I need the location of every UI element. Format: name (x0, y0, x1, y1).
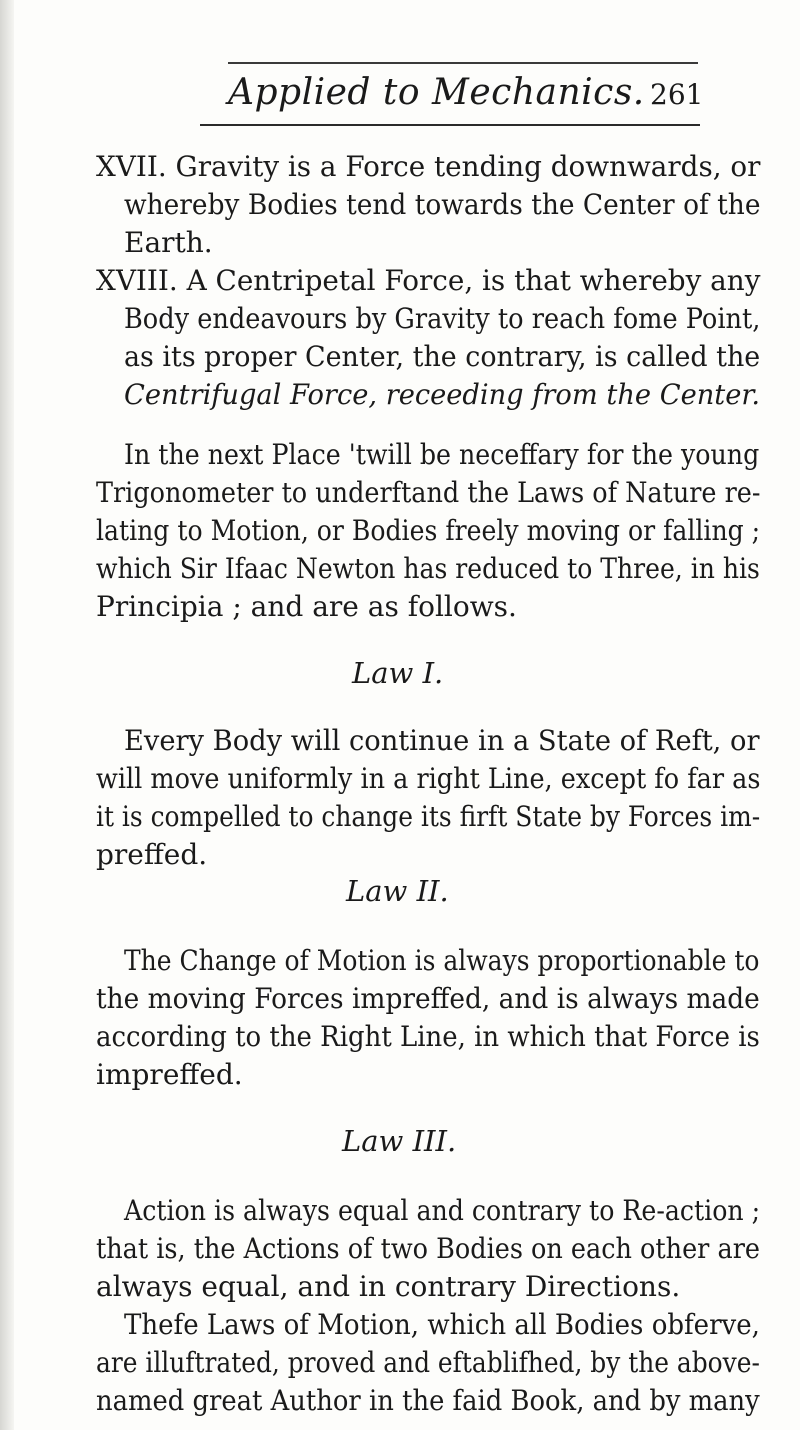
closing-line-1: Thefe Laws of Motion, which all Bodies obferve, (124, 1308, 760, 1341)
def18-line-4: Centrifugal Force, receeding from the Center. (124, 378, 761, 411)
law2-line-1: The Change of Motion is always proportionable to (124, 944, 760, 977)
def18-line-3: as its proper Center, the contrary, is called the (124, 340, 761, 373)
top-rule (228, 62, 698, 64)
closing-line-3: named great Author in the faid Book, and by many (96, 1384, 760, 1417)
def17-line-3: Earth. (124, 226, 213, 259)
law3-line-2: that is, the Actions of two Bodies on each other are (96, 1232, 760, 1265)
def18-line-2: Body endeavours by Gravity to reach fome Point, (124, 302, 761, 335)
def18-line-1: XVIII. A Centripetal Force, is that whereby any (96, 264, 761, 297)
intro-line-5: Principia ; and are as follows. (96, 590, 517, 623)
law3-heading: Law III. (342, 1124, 457, 1158)
intro-line-1: In the next Place 'twill be neceffary for the young (124, 438, 760, 471)
page-gutter-shadow (0, 0, 14, 1430)
law2-line-3: according to the Right Line, in which that Force is (96, 1020, 760, 1053)
law2-heading: Law II. (346, 874, 449, 908)
law1-line-2: will move uniformly in a right Line, except fo far as (96, 762, 761, 795)
page-header (200, 72, 704, 122)
law2-line-4: impreffed. (96, 1058, 243, 1091)
law3-line-3: always equal, and in contrary Directions. (96, 1270, 681, 1303)
closing-line-2: are illuftrated, proved and eftablifhed, by the above- (96, 1346, 760, 1379)
header-rule (200, 124, 700, 126)
law3-line-1: Action is always equal and contrary to Re-action ; (124, 1194, 761, 1227)
law1-line-1: Every Body will continue in a State of Reft, or (124, 724, 760, 757)
intro-line-3: lating to Motion, or Bodies freely moving or falling ; (96, 514, 761, 547)
page-number: 261 (650, 78, 704, 111)
law1-heading: Law I. (352, 656, 444, 690)
intro-line-2: Trigonometer to underftand the Laws of Nature re- (96, 476, 761, 509)
running-title: Applied to Mechanics. (228, 72, 645, 113)
def17-line-2: whereby Bodies tend towards the Center of the (124, 188, 761, 221)
def17-line-1: XVII. Gravity is a Force tending downwards, or (96, 150, 761, 183)
law1-line-3: it is compelled to change its firft State by Forces im- (96, 800, 761, 833)
law2-line-2: the moving Forces impreffed, and is always made (96, 982, 760, 1015)
law1-line-4: preffed. (96, 838, 208, 871)
intro-line-4: which Sir Ifaac Newton has reduced to Three, in his (96, 552, 760, 585)
